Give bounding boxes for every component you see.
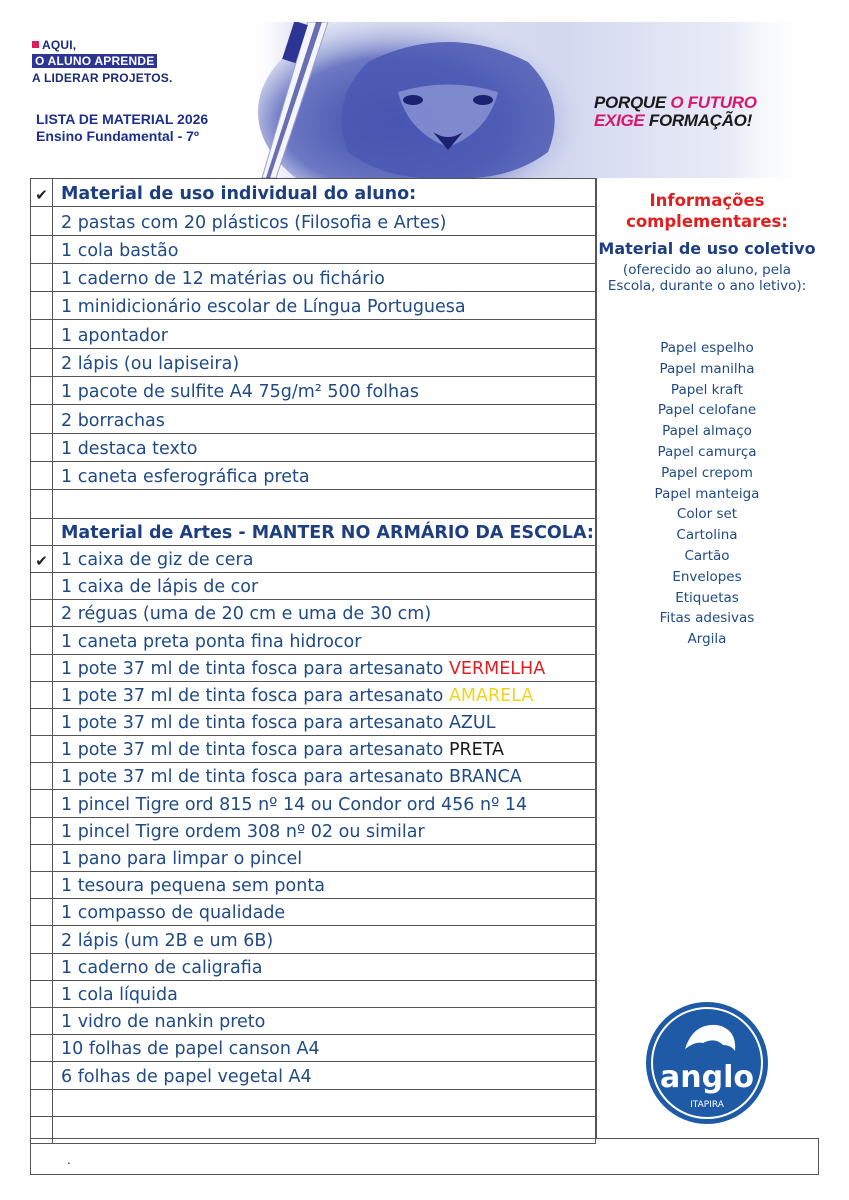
footer-mark: . bbox=[67, 1153, 71, 1167]
slogan: PORQUE O FUTURO EXIGE FORMAÇÃO! bbox=[594, 93, 757, 130]
item-label: 1 minidicionário escolar de Língua Portuguesa bbox=[61, 297, 466, 318]
table-row bbox=[30, 981, 596, 1008]
item-label: 1 cola bastão bbox=[61, 240, 179, 261]
anglo-logo-icon bbox=[645, 1001, 769, 1125]
item-label: 1 vidro de nankin preto bbox=[61, 1012, 266, 1033]
item-label: 1 pote 37 ml de tinta fosca para artesanato bbox=[61, 767, 449, 788]
section-title bbox=[53, 179, 596, 206]
item-label: 2 lápis (um 2B e um 6B) bbox=[61, 930, 274, 951]
table-row bbox=[30, 264, 596, 292]
check-cell bbox=[30, 954, 53, 980]
table-row bbox=[30, 954, 596, 981]
table-row bbox=[30, 682, 596, 709]
collective-material-item: Argila bbox=[687, 631, 727, 648]
check-cell bbox=[30, 709, 53, 735]
item-text bbox=[53, 405, 596, 432]
section-header-row bbox=[30, 179, 596, 207]
paint-color-word: PRETA bbox=[448, 740, 505, 761]
check-cell bbox=[30, 236, 53, 263]
complementary-info-title: Informações complementares: bbox=[626, 191, 788, 231]
check-cell bbox=[30, 546, 53, 572]
check-cell bbox=[30, 845, 53, 871]
collective-material-item: Fitas adesivas bbox=[659, 610, 755, 627]
item-label: 1 pote 37 ml de tinta fosca para artesanato bbox=[61, 658, 449, 679]
table-row bbox=[30, 845, 596, 872]
table-row bbox=[30, 490, 596, 518]
table-row bbox=[30, 818, 596, 845]
check-cell bbox=[30, 490, 53, 517]
check-cell bbox=[30, 434, 53, 461]
check-cell bbox=[30, 179, 53, 206]
check-cell bbox=[30, 573, 53, 599]
collective-material-list bbox=[596, 338, 818, 650]
table-row bbox=[30, 627, 596, 654]
item-text bbox=[53, 1062, 596, 1088]
item-label: 1 pote 37 ml de tinta fosca para artesanato bbox=[61, 713, 449, 734]
check-cell bbox=[30, 1008, 53, 1034]
table-row bbox=[30, 926, 596, 953]
collective-material-item: Papel manilha bbox=[659, 360, 755, 377]
check-cell bbox=[30, 600, 53, 626]
item-text bbox=[53, 709, 596, 735]
item-label: 2 pastas com 20 plásticos (Filosofia e Artes) bbox=[61, 212, 447, 233]
collective-material-note: (oferecido ao aluno, pela Escola, durante o ano letivo): bbox=[607, 262, 807, 294]
item-label: 2 réguas (uma de 20 cm e uma de 30 cm) bbox=[61, 604, 432, 625]
check-cell bbox=[30, 790, 53, 816]
item-label: 1 pincel Tigre ordem 308 nº 02 ou similar bbox=[61, 821, 425, 842]
table-row bbox=[30, 600, 596, 627]
check-cell bbox=[30, 736, 53, 762]
table-row bbox=[30, 1035, 596, 1062]
table-row bbox=[30, 292, 596, 320]
table-row bbox=[30, 736, 596, 763]
table-row bbox=[30, 236, 596, 264]
item-text bbox=[53, 349, 596, 376]
item-text bbox=[53, 736, 596, 762]
item-text bbox=[53, 600, 596, 626]
item-label: 1 pote 37 ml de tinta fosca para artesanato bbox=[61, 740, 449, 761]
school-tagline bbox=[32, 38, 242, 85]
item-text bbox=[53, 818, 596, 844]
item-label: 1 caderno de 12 matérias ou fichário bbox=[61, 269, 385, 290]
collective-material-item: Envelopes bbox=[672, 568, 742, 585]
item-text bbox=[53, 872, 596, 898]
item-text bbox=[53, 682, 596, 708]
item-text bbox=[53, 790, 596, 816]
section-header-row bbox=[30, 519, 596, 546]
item-label: 1 pote 37 ml de tinta fosca para artesanato bbox=[61, 685, 449, 706]
item-label: 1 apontador bbox=[61, 325, 168, 346]
check-cell bbox=[30, 926, 53, 952]
table-row bbox=[30, 872, 596, 899]
table-divider bbox=[596, 178, 597, 1138]
collective-material-item: Papel manteiga bbox=[654, 485, 760, 502]
pink-square-icon bbox=[32, 41, 39, 48]
item-label: 1 caixa de lápis de cor bbox=[61, 577, 259, 598]
item-text bbox=[53, 1035, 596, 1061]
check-cell bbox=[30, 519, 53, 545]
item-text bbox=[53, 377, 596, 404]
collective-material-item: Etiquetas bbox=[675, 589, 739, 606]
checkmark-icon: ✔ bbox=[35, 551, 48, 570]
item-label: 1 tesoura pequena sem ponta bbox=[61, 876, 325, 897]
table-row bbox=[30, 462, 596, 490]
table-row bbox=[30, 763, 596, 790]
logo-wordmark: anglo bbox=[660, 1060, 754, 1095]
check-cell bbox=[30, 981, 53, 1007]
item-label: 1 caixa de giz de cera bbox=[61, 549, 254, 570]
table-row bbox=[30, 546, 596, 573]
table-row bbox=[30, 1090, 596, 1117]
list-grade: Ensino Fundamental - 7º bbox=[36, 128, 200, 144]
check-cell bbox=[30, 405, 53, 432]
item-label: 1 destaca texto bbox=[61, 438, 198, 459]
item-text bbox=[53, 899, 596, 925]
check-cell bbox=[30, 377, 53, 404]
item-label: 1 pacote de sulfite A4 75g/m² 500 folhas bbox=[61, 382, 419, 403]
collective-material-item: Cartolina bbox=[676, 527, 738, 544]
item-text bbox=[53, 845, 596, 871]
item-label: 10 folhas de papel canson A4 bbox=[61, 1039, 320, 1060]
check-cell bbox=[30, 655, 53, 681]
item-text bbox=[53, 546, 596, 572]
check-cell bbox=[30, 1035, 53, 1061]
table-row bbox=[30, 434, 596, 462]
collective-material-item: Color set bbox=[676, 506, 738, 523]
table-row bbox=[30, 1062, 596, 1089]
header-banner bbox=[0, 0, 849, 178]
paint-color-word: AMARELA bbox=[448, 685, 534, 706]
collective-material-heading: Material de uso coletivo bbox=[598, 239, 816, 258]
footer-bar bbox=[30, 1138, 819, 1175]
list-title bbox=[36, 111, 208, 145]
collective-material-item: Papel celofane bbox=[657, 402, 757, 419]
item-text bbox=[53, 1008, 596, 1034]
check-cell bbox=[30, 320, 53, 347]
item-text bbox=[53, 655, 596, 681]
paint-color-word: VERMELHA bbox=[448, 658, 546, 679]
check-cell bbox=[30, 818, 53, 844]
check-cell bbox=[30, 682, 53, 708]
item-text bbox=[53, 926, 596, 952]
table-row bbox=[30, 320, 596, 348]
item-label: 1 compasso de qualidade bbox=[61, 903, 286, 924]
item-label: 1 caneta preta ponta fina hidrocor bbox=[61, 631, 362, 652]
item-label: 1 cola líquida bbox=[61, 984, 178, 1005]
item-label: Material de Artes - MANTER NO ARMÁRIO DA ESCOLA: bbox=[61, 522, 594, 543]
table-row bbox=[30, 899, 596, 926]
table-row bbox=[30, 349, 596, 377]
collective-material-item: Papel kraft bbox=[670, 381, 744, 398]
item-text bbox=[53, 954, 596, 980]
check-cell bbox=[30, 1062, 53, 1088]
item-label: 1 pincel Tigre ord 815 nº 14 ou Condor ord 456 nº 14 bbox=[61, 794, 528, 815]
complementary-info bbox=[596, 178, 818, 1138]
table-row bbox=[30, 207, 596, 235]
item-text bbox=[53, 573, 596, 599]
item-label: 2 lápis (ou lapiseira) bbox=[61, 354, 240, 375]
item-text bbox=[53, 1090, 596, 1116]
check-cell bbox=[30, 872, 53, 898]
table-row bbox=[30, 655, 596, 682]
item-text bbox=[53, 264, 596, 291]
item-text bbox=[53, 236, 596, 263]
check-cell bbox=[30, 763, 53, 789]
item-label: 2 borrachas bbox=[61, 410, 165, 431]
tagline-line-1: AQUI, bbox=[42, 38, 77, 52]
check-cell bbox=[30, 207, 53, 234]
table-row bbox=[30, 1008, 596, 1035]
check-cell bbox=[30, 462, 53, 489]
check-cell bbox=[30, 627, 53, 653]
collective-material-item: Papel crepom bbox=[661, 464, 753, 481]
collective-material-item: Papel espelho bbox=[660, 340, 754, 356]
checkmark-icon: ✔ bbox=[35, 186, 48, 205]
check-cell bbox=[30, 264, 53, 291]
tagline-line-2: O ALUNO APRENDE bbox=[32, 54, 157, 68]
section-title bbox=[53, 519, 596, 545]
list-title-year: LISTA DE MATERIAL 2026 bbox=[36, 111, 209, 127]
paint-color-word: BRANCA bbox=[448, 767, 522, 788]
item-text bbox=[53, 434, 596, 461]
item-text bbox=[53, 981, 596, 1007]
item-label: Material de uso individual do aluno: bbox=[61, 184, 417, 205]
collective-material-item: Papel camurça bbox=[657, 443, 757, 460]
item-text bbox=[53, 627, 596, 653]
item-text bbox=[53, 207, 596, 234]
item-text bbox=[53, 763, 596, 789]
item-text bbox=[53, 462, 596, 489]
check-cell bbox=[30, 1090, 53, 1116]
tagline-line-3: A LIDERAR PROJETOS. bbox=[32, 71, 173, 85]
collective-material-item: Cartão bbox=[684, 547, 730, 564]
item-label: 1 caderno de caligrafia bbox=[61, 957, 263, 978]
logo-city: ITAPIRA bbox=[690, 1100, 724, 1110]
item-text bbox=[53, 292, 596, 319]
item-text bbox=[53, 490, 596, 517]
check-cell bbox=[30, 349, 53, 376]
item-label: 1 pano para limpar o pincel bbox=[61, 849, 303, 869]
table-row bbox=[30, 790, 596, 817]
table-row bbox=[30, 709, 596, 736]
item-label: 6 folhas de papel vegetal A4 bbox=[61, 1066, 312, 1087]
table-row bbox=[30, 405, 596, 433]
check-cell bbox=[30, 292, 53, 319]
table-row bbox=[30, 377, 596, 405]
check-cell bbox=[30, 899, 53, 925]
item-label: 1 caneta esferográfica preta bbox=[61, 467, 310, 488]
table-row bbox=[30, 573, 596, 600]
collective-material-item: Papel almaço bbox=[662, 423, 752, 440]
paint-color-word: AZUL bbox=[448, 713, 496, 734]
item-text bbox=[53, 320, 596, 347]
material-list-table bbox=[30, 178, 596, 1144]
